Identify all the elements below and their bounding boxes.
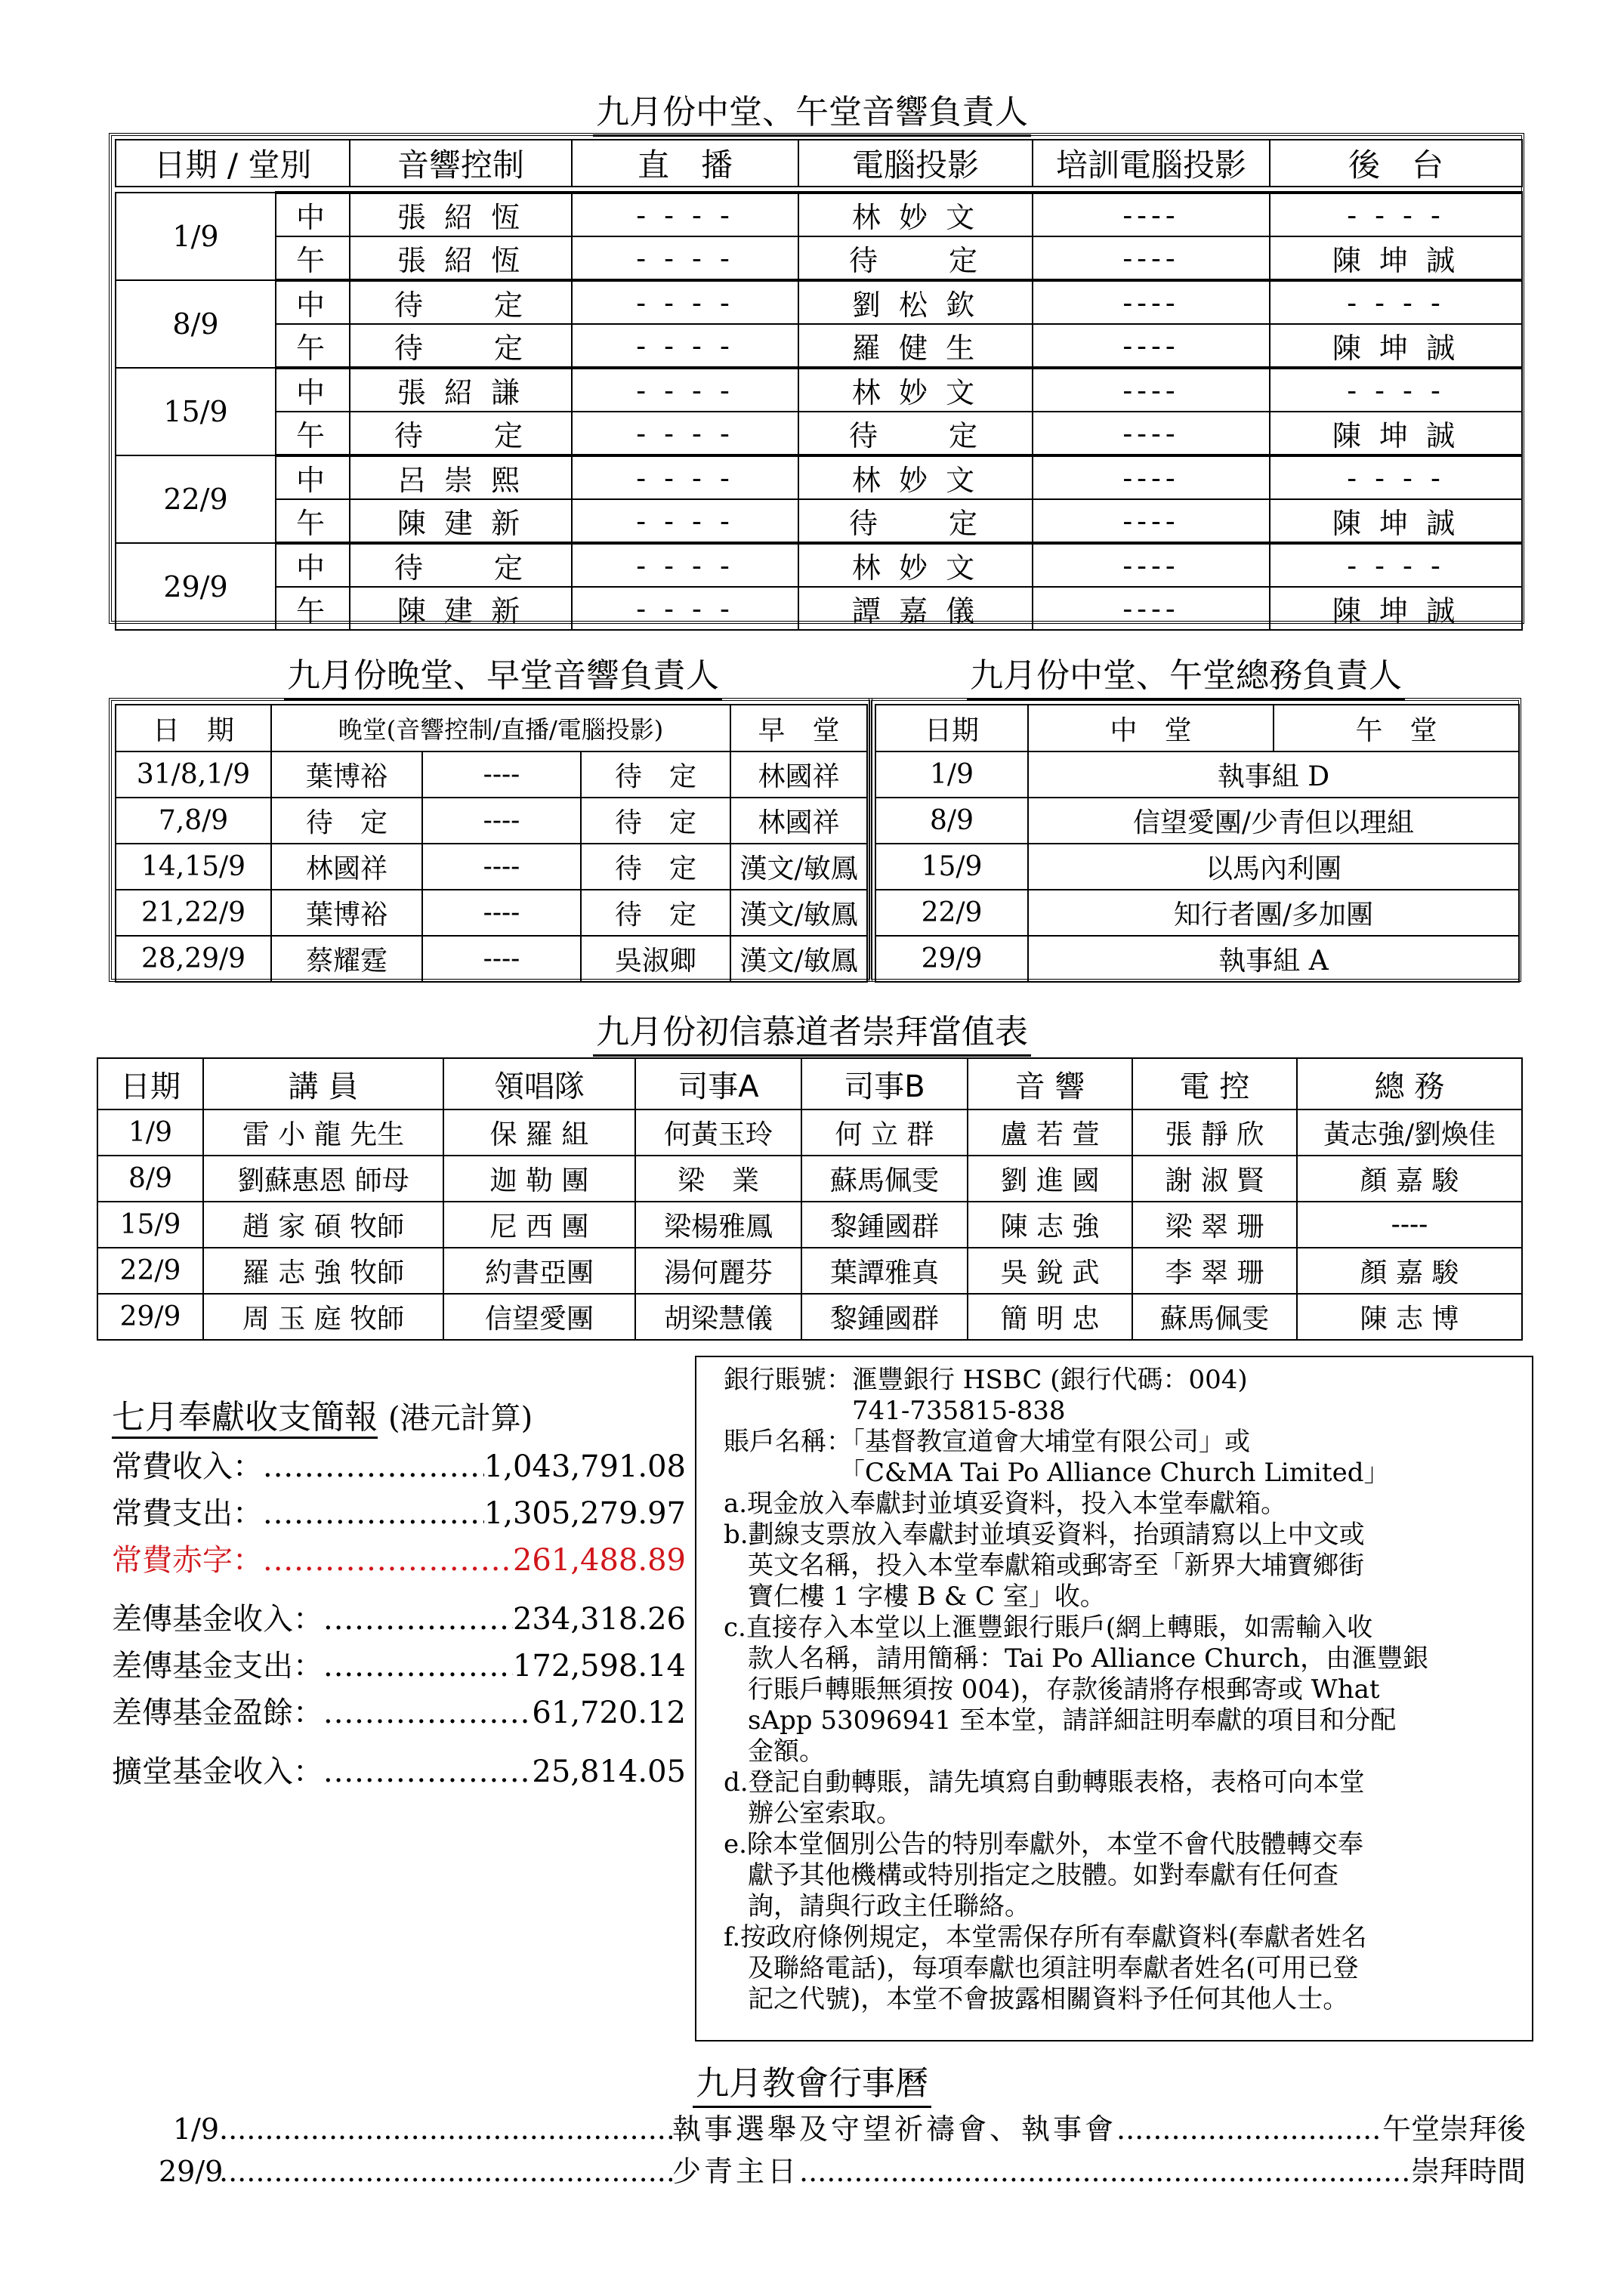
- table-cell: 陳 志 強: [968, 1202, 1132, 1248]
- leader-dots: [219, 2155, 672, 2187]
- table-cell: ----: [1033, 455, 1270, 499]
- table-cell: 待 定: [798, 499, 1033, 543]
- table-row: [97, 1202, 1522, 1248]
- table-cell: 22/9: [97, 1248, 203, 1294]
- column-header: 總 務: [1297, 1058, 1522, 1109]
- table-row: [875, 844, 1519, 890]
- date-cell: 1/9: [116, 193, 276, 280]
- table-cell: 待 定: [350, 324, 572, 368]
- column-header: 培訓電腦投影: [1033, 140, 1270, 187]
- table-cell: 劉 松 欽: [798, 280, 1033, 324]
- calendar-time: 崇拜時間: [1410, 2155, 1526, 2187]
- sound-evening-title: 九月份晚堂、早堂音響負責人: [254, 648, 752, 696]
- bank-item-line: c.直接存入本堂以上滙豐銀行賬戶(網上轉賬，如需輸入收: [724, 1613, 1373, 1643]
- sound-evening-table: [115, 704, 868, 983]
- finance-label: 擴堂基金收入：: [112, 1754, 323, 1789]
- table-cell: ----: [1033, 412, 1270, 455]
- table-cell: - - - -: [1270, 368, 1522, 412]
- finance-group: [112, 1443, 686, 1583]
- bank-item-line: e.除本堂個別公告的特別奉獻外，本堂不會代肢體轉交奉: [724, 1829, 1363, 1859]
- leader-dots: [1116, 2112, 1382, 2145]
- table-cell: ----: [422, 936, 581, 982]
- table-cell: 15/9: [97, 1202, 203, 1248]
- leader-dots: [219, 2112, 672, 2145]
- column-header: 中 堂: [1028, 705, 1274, 751]
- table-cell: 午: [276, 324, 350, 368]
- column-header: 電腦投影: [798, 140, 1033, 187]
- table-cell: 黎鍾國群: [801, 1294, 968, 1340]
- table-row: [97, 1109, 1522, 1156]
- table-cell: ----: [422, 844, 581, 890]
- leader-dots: [799, 2155, 1411, 2187]
- date-cell: 8/9: [116, 280, 276, 368]
- table-cell: 林國祥: [730, 798, 867, 844]
- bank-item-line: sApp 53096941 至本堂，請詳細註明奉獻的項目和分配: [748, 1705, 1397, 1736]
- table-cell: 顏 嘉 駿: [1297, 1248, 1522, 1294]
- bank-item-line: a.現金放入奉獻封並填妥資料，投入本堂奉獻箱。: [724, 1489, 1287, 1519]
- table-cell: 待 定: [350, 543, 572, 587]
- seekers-table: [97, 1057, 1523, 1341]
- table-cell: 吳淑卿: [581, 936, 730, 982]
- table-cell: 林 妙 文: [798, 455, 1033, 499]
- table-cell: 盧 若 萱: [968, 1109, 1132, 1156]
- table-cell: 湯何麗芬: [635, 1248, 801, 1294]
- calendar-title: 九月教會行事曆: [0, 2056, 1624, 2104]
- finance-row: [112, 1595, 686, 1642]
- column-header: 司事B: [801, 1058, 968, 1109]
- table-row: [116, 236, 1522, 280]
- finance-group: [112, 1595, 686, 1736]
- column-header: 後 台: [1270, 140, 1522, 187]
- bank-line: 「C&MA Tai Po Alliance Church Limited」: [724, 1458, 1390, 1488]
- table-cell: 譚 嘉 儀: [798, 587, 1033, 630]
- table-row: [116, 280, 1522, 324]
- table-cell: 葉譚雅真: [801, 1248, 968, 1294]
- calendar-row: [159, 2148, 1526, 2187]
- table-row: [116, 193, 1522, 236]
- table-cell: ----: [422, 751, 581, 798]
- sound-noon-title: 九月份中堂、午堂音響負責人: [0, 85, 1624, 133]
- table-cell: 劉 進 國: [968, 1156, 1132, 1202]
- table-cell: 張 靜 欣: [1132, 1109, 1297, 1156]
- table-cell: - - - -: [572, 368, 798, 412]
- table-cell: - - - -: [572, 412, 798, 455]
- finance-row: [112, 1489, 686, 1536]
- table-cell: ----: [422, 890, 581, 936]
- seekers-title: 九月份初信慕道者崇拜當值表: [0, 1005, 1624, 1053]
- table-cell: 午: [276, 412, 350, 455]
- table-cell: 胡梁慧儀: [635, 1294, 801, 1340]
- finance-label: 差傳基金盈餘：: [112, 1696, 323, 1730]
- sound-noon-table: [115, 139, 1523, 631]
- table-cell: 羅 健 生: [798, 324, 1033, 368]
- table-cell: 蔡耀霆: [271, 936, 422, 982]
- table-cell: 李 翠 珊: [1132, 1248, 1297, 1294]
- table-cell: 待 定: [581, 890, 730, 936]
- table-cell: 待 定: [581, 798, 730, 844]
- table-cell: 謝 淑 賢: [1132, 1156, 1297, 1202]
- table-cell: 信望愛團/少青但以理組: [1028, 798, 1519, 844]
- table-row: [116, 543, 1522, 587]
- table-cell: 陳 坤 誠: [1270, 412, 1522, 455]
- leader-dots: [323, 1602, 513, 1637]
- table-cell: 陳 建 新: [350, 587, 572, 630]
- table-cell: ----: [1033, 280, 1270, 324]
- table-cell: 約書亞團: [443, 1248, 635, 1294]
- leader-dots: [263, 1543, 513, 1578]
- table-cell: ----: [1033, 236, 1270, 280]
- table-cell: 待 定: [581, 844, 730, 890]
- bank-item-line: 金額。: [748, 1736, 825, 1767]
- finance-block: [112, 1390, 686, 1795]
- finance-title: 七月奉獻收支簡報 (港元計算): [112, 1390, 686, 1443]
- table-cell: 執事組 D: [1028, 751, 1519, 798]
- table-cell: 中: [276, 193, 350, 236]
- general-affairs-table: [875, 704, 1520, 983]
- table-cell: 陳 坤 誠: [1270, 587, 1522, 630]
- bank-item-line: 記之代號)，本堂不會披露相關資料予任何其他人士。: [748, 1984, 1349, 2014]
- table-cell: 漢文/敏鳳: [730, 890, 867, 936]
- table-cell: 吳 銳 武: [968, 1248, 1132, 1294]
- column-header: 講 員: [203, 1058, 443, 1109]
- table-cell: 待 定: [271, 798, 422, 844]
- finance-label: 差傳基金支出：: [112, 1649, 323, 1683]
- table-row: [97, 1294, 1522, 1340]
- table-cell: 以馬內利團: [1028, 844, 1519, 890]
- table-cell: 蘇馬佩雯: [1132, 1294, 1297, 1340]
- table-cell: 午: [276, 236, 350, 280]
- table-cell: 28,29/9: [116, 936, 271, 982]
- table-cell: ----: [1033, 499, 1270, 543]
- table-cell: 31/8,1/9: [116, 751, 271, 798]
- column-header: 午 堂: [1274, 705, 1519, 751]
- table-cell: 簡 明 忠: [968, 1294, 1132, 1340]
- finance-label: 常費支出：: [112, 1496, 263, 1531]
- table-cell: - - - -: [572, 499, 798, 543]
- table-cell: - - - -: [572, 236, 798, 280]
- table-row: [116, 324, 1522, 368]
- table-cell: - - - -: [572, 193, 798, 236]
- date-cell: 22/9: [116, 455, 276, 543]
- bank-line: 741-735815-838: [724, 1396, 1066, 1426]
- table-row: [116, 368, 1522, 412]
- table-cell: ----: [1033, 543, 1270, 587]
- column-header: 領唱隊: [443, 1058, 635, 1109]
- table-cell: 知行者團/多加團: [1028, 890, 1519, 936]
- bank-item-line: f.按政府條例規定，本堂需保存所有奉獻資料(奉獻者姓名: [724, 1922, 1367, 1952]
- leader-dots: [323, 1754, 532, 1789]
- table-cell: 保 羅 組: [443, 1109, 635, 1156]
- table-cell: - - - -: [572, 455, 798, 499]
- column-header: 司事A: [635, 1058, 801, 1109]
- table-cell: 梁 翠 珊: [1132, 1202, 1297, 1248]
- table-cell: 顏 嘉 駿: [1297, 1156, 1522, 1202]
- table-cell: 張 紹 恆: [350, 193, 572, 236]
- table-cell: - - - -: [572, 587, 798, 630]
- table-cell: - - - -: [1270, 455, 1522, 499]
- table-cell: 21,22/9: [116, 890, 271, 936]
- table-cell: 陳 坤 誠: [1270, 499, 1522, 543]
- column-header: 日期 / 堂別: [116, 140, 350, 187]
- finance-row: [112, 1748, 686, 1795]
- table-cell: 何 立 群: [801, 1109, 968, 1156]
- table-row: [116, 455, 1522, 499]
- table-cell: - - - -: [1270, 543, 1522, 587]
- table-cell: 中: [276, 280, 350, 324]
- calendar-event: 執事選舉及守望祈禱會、執事會: [672, 2112, 1117, 2145]
- table-cell: 呂 崇 熙: [350, 455, 572, 499]
- date-cell: 15/9: [116, 368, 276, 455]
- finance-amount: 1,043,791.08: [483, 1449, 686, 1484]
- bank-item-line: 詢，請與行政主任聯絡。: [748, 1891, 1030, 1921]
- date-cell: 15/9: [875, 844, 1028, 890]
- table-cell: 中: [276, 368, 350, 412]
- finance-amount: 25,814.05: [532, 1754, 686, 1789]
- table-row: [116, 798, 867, 844]
- table-cell: 梁楊雅鳳: [635, 1202, 801, 1248]
- calendar-time: 午堂崇拜後: [1382, 2112, 1526, 2145]
- bank-item-line: 獻予其他機構或特別指定之肢體。如對奉獻有任何查: [748, 1860, 1338, 1890]
- leader-dots: [323, 1649, 513, 1683]
- column-header: 音 響: [968, 1058, 1132, 1109]
- table-row: [97, 1248, 1522, 1294]
- table-cell: 午: [276, 499, 350, 543]
- table-cell: 待 定: [350, 280, 572, 324]
- finance-amount: 234,318.26: [512, 1602, 686, 1637]
- table-cell: 待 定: [798, 412, 1033, 455]
- finance-label: 常費收入：: [112, 1449, 263, 1484]
- table-cell: 中: [276, 455, 350, 499]
- table-cell: 黎鍾國群: [801, 1202, 968, 1248]
- finance-amount: 172,598.14: [512, 1649, 686, 1683]
- date-cell: 8/9: [875, 798, 1028, 844]
- table-cell: - - - -: [1270, 193, 1522, 236]
- bank-item-line: b.劃線支票放入奉獻封並填妥資料，抬頭請寫以上中文或: [724, 1520, 1365, 1550]
- table-row: [116, 751, 867, 798]
- bank-line: 銀行賬號：滙豐銀行 HSBC (銀行代碼：004): [724, 1365, 1248, 1395]
- table-cell: 待 定: [350, 412, 572, 455]
- table-row: [97, 1156, 1522, 1202]
- table-cell: 陳 建 新: [350, 499, 572, 543]
- column-header: 直 播: [572, 140, 798, 187]
- bank-info-box: [695, 1356, 1533, 2041]
- table-cell: 漢文/敏鳳: [730, 844, 867, 890]
- table-cell: ----: [1297, 1202, 1522, 1248]
- table-cell: 陳 坤 誠: [1270, 236, 1522, 280]
- table-cell: 黃志強/劉煥佳: [1297, 1109, 1522, 1156]
- bank-item-line: 款人名稱，請用簡稱：Tai Po Alliance Church，由滙豐銀: [748, 1643, 1429, 1674]
- table-cell: 陳 志 博: [1297, 1294, 1522, 1340]
- table-row: [875, 890, 1519, 936]
- table-cell: ----: [422, 798, 581, 844]
- table-cell: 午: [276, 587, 350, 630]
- table-row: [116, 499, 1522, 543]
- finance-amount: 261,488.89: [512, 1543, 686, 1578]
- table-cell: 林國祥: [730, 751, 867, 798]
- table-row: [875, 936, 1519, 982]
- table-cell: 葉博裕: [271, 890, 422, 936]
- table-cell: 林國祥: [271, 844, 422, 890]
- table-cell: 雷 小 龍 先生: [203, 1109, 443, 1156]
- table-row: [875, 751, 1519, 798]
- table-cell: 劉蘇惠恩 師母: [203, 1156, 443, 1202]
- date-cell: 1/9: [875, 751, 1028, 798]
- date-cell: 22/9: [875, 890, 1028, 936]
- table-cell: 張 紹 恆: [350, 236, 572, 280]
- finance-label: 差傳基金收入：: [112, 1602, 323, 1637]
- table-cell: 14,15/9: [116, 844, 271, 890]
- calendar-row: [159, 2106, 1526, 2145]
- table-row: [116, 890, 867, 936]
- table-row: [116, 587, 1522, 630]
- calendar-event: 少青主日: [672, 2155, 800, 2187]
- table-cell: 尼 西 團: [443, 1202, 635, 1248]
- table-cell: 陳 坤 誠: [1270, 324, 1522, 368]
- calendar-date: 29/9: [159, 2155, 224, 2187]
- table-cell: - - - -: [572, 280, 798, 324]
- calendar-date: 1/9: [172, 2112, 219, 2145]
- finance-row: [112, 1642, 686, 1689]
- bank-item-line: 寶仁樓 1 字樓 B & C 室」收。: [748, 1582, 1106, 1612]
- date-cell: 29/9: [875, 936, 1028, 982]
- finance-amount: 1,305,279.97: [483, 1496, 686, 1531]
- finance-amount: 61,720.12: [532, 1696, 686, 1730]
- bank-item-line: 英文名稱，投入本堂奉獻箱或郵寄至「新界大埔寶鄉街: [748, 1551, 1364, 1581]
- table-cell: 羅 志 強 牧師: [203, 1248, 443, 1294]
- table-cell: - - - -: [572, 324, 798, 368]
- column-header: 晚堂(音響控制/直播/電腦投影): [271, 705, 730, 751]
- table-cell: 29/9: [97, 1294, 203, 1340]
- column-header: 音響控制: [350, 140, 572, 187]
- table-cell: 執事組 A: [1028, 936, 1519, 982]
- table-cell: ----: [1033, 368, 1270, 412]
- table-row: [116, 412, 1522, 455]
- table-cell: ----: [1033, 193, 1270, 236]
- table-cell: ----: [1033, 324, 1270, 368]
- finance-row: [112, 1443, 686, 1489]
- table-cell: 8/9: [97, 1156, 203, 1202]
- table-cell: 迦 勒 團: [443, 1156, 635, 1202]
- bank-line: 賬戶名稱：「基督教宣道會大埔堂有限公司」或: [724, 1427, 1250, 1457]
- column-header: 早 堂: [730, 705, 867, 751]
- finance-label: 常費赤字：: [112, 1543, 263, 1578]
- table-cell: 蘇馬佩雯: [801, 1156, 968, 1202]
- general-affairs-title: 九月份中堂、午堂總務負責人: [937, 648, 1435, 696]
- table-cell: 張 紹 謙: [350, 368, 572, 412]
- table-cell: 林 妙 文: [798, 543, 1033, 587]
- table-cell: 待 定: [798, 236, 1033, 280]
- bank-item-line: 及聯絡電話)，每項奉獻也須註明奉獻者姓名(可用已登: [748, 1953, 1359, 1983]
- leader-dots: [263, 1449, 484, 1484]
- finance-row: [112, 1536, 686, 1583]
- finance-row: [112, 1689, 686, 1736]
- table-row: [116, 844, 867, 890]
- bank-item-line: 行賬戶轉賬無須按 004)，存款後請將存根郵寄或 What: [748, 1674, 1380, 1705]
- table-cell: 葉博裕: [271, 751, 422, 798]
- table-cell: - - - -: [1270, 280, 1522, 324]
- table-cell: 林 妙 文: [798, 193, 1033, 236]
- column-header: 日期: [875, 705, 1028, 751]
- column-header: 日 期: [116, 705, 271, 751]
- table-cell: 梁 業: [635, 1156, 801, 1202]
- finance-group: [112, 1748, 686, 1795]
- table-cell: 何黃玉玲: [635, 1109, 801, 1156]
- date-cell: 29/9: [116, 543, 276, 630]
- table-cell: 周 玉 庭 牧師: [203, 1294, 443, 1340]
- leader-dots: [323, 1696, 532, 1730]
- bank-item-line: d.登記自動轉賬，請先填寫自動轉賬表格，表格可向本堂: [724, 1767, 1365, 1798]
- table-cell: 7,8/9: [116, 798, 271, 844]
- table-cell: 趙 家 碩 牧師: [203, 1202, 443, 1248]
- table-cell: 漢文/敏鳳: [730, 936, 867, 982]
- table-cell: ----: [1033, 587, 1270, 630]
- column-header: 日期: [97, 1058, 203, 1109]
- table-cell: 信望愛團: [443, 1294, 635, 1340]
- table-cell: - - - -: [572, 543, 798, 587]
- column-header: 電 控: [1132, 1058, 1297, 1109]
- table-cell: 林 妙 文: [798, 368, 1033, 412]
- table-row: [116, 936, 867, 982]
- bank-item-line: 辦公室索取。: [748, 1798, 902, 1829]
- leader-dots: [263, 1496, 484, 1531]
- table-cell: 中: [276, 543, 350, 587]
- table-cell: 1/9: [97, 1109, 203, 1156]
- table-row: [875, 798, 1519, 844]
- table-cell: 待 定: [581, 751, 730, 798]
